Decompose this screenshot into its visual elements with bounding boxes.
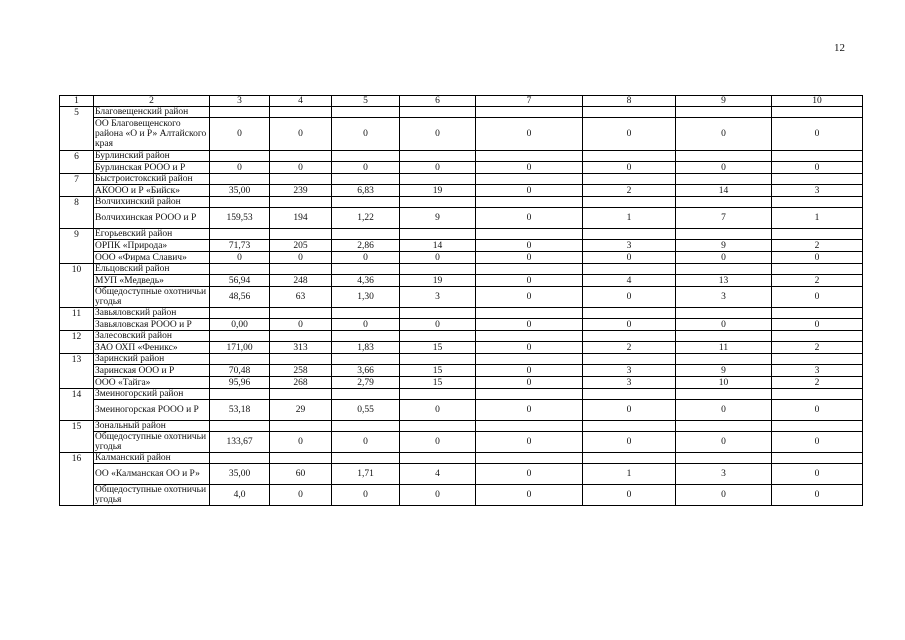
value-cell: 9	[676, 365, 772, 377]
value-cell: 0	[772, 485, 863, 506]
value-cell: 1,22	[332, 208, 400, 229]
organization-name: Общедоступные охотничьи угодья	[94, 287, 210, 308]
value-cell: 0	[400, 400, 476, 421]
organization-name: АКООО и Р «Бийск»	[94, 185, 210, 197]
value-cell: 0	[476, 287, 583, 308]
district-name: Завьяловский район	[94, 308, 210, 319]
value-cell: 0	[583, 319, 676, 331]
value-cell: 19	[400, 185, 476, 197]
value-cell: 258	[270, 365, 332, 377]
value-cell: 3	[400, 287, 476, 308]
value-cell: 0	[476, 319, 583, 331]
row-number: 10	[60, 264, 94, 308]
district-name: Ельцовский район	[94, 264, 210, 275]
value-cell: 0	[270, 162, 332, 174]
header-row	[60, 96, 863, 107]
district-row	[60, 453, 863, 464]
value-cell: 15	[400, 377, 476, 389]
column-header: 1	[60, 96, 94, 107]
district-name: Волчихинский район	[94, 197, 210, 208]
value-cell: 2	[583, 185, 676, 197]
value-cell: 0	[772, 319, 863, 331]
value-cell: 2	[772, 275, 863, 287]
value-cell: 159,53	[210, 208, 270, 229]
district-name: Залесовский район	[94, 331, 210, 342]
table-row	[60, 185, 863, 197]
column-header: 8	[583, 96, 676, 107]
value-cell: 15	[400, 342, 476, 354]
value-cell: 95,96	[210, 377, 270, 389]
value-cell: 0	[476, 275, 583, 287]
district-name: Заринский район	[94, 354, 210, 365]
value-cell: 0	[583, 485, 676, 506]
value-cell: 0	[676, 400, 772, 421]
table-row	[60, 400, 863, 421]
value-cell: 2	[772, 377, 863, 389]
value-cell: 0	[772, 162, 863, 174]
value-cell: 0,00	[210, 319, 270, 331]
organization-name: Завьяловская РООО и Р	[94, 319, 210, 331]
organization-name: Волчихинская РООО и Р	[94, 208, 210, 229]
value-cell: 4	[400, 464, 476, 485]
district-row	[60, 308, 863, 319]
row-number: 6	[60, 151, 94, 174]
value-cell: 205	[270, 240, 332, 252]
value-cell: 70,48	[210, 365, 270, 377]
table-row	[60, 485, 863, 506]
value-cell: 3,66	[332, 365, 400, 377]
value-cell: 0	[210, 252, 270, 264]
organization-name: ОРПК «Природа»	[94, 240, 210, 252]
table-row	[60, 240, 863, 252]
organization-name: МУП «Медведь»	[94, 275, 210, 287]
value-cell: 7	[676, 208, 772, 229]
column-header: 3	[210, 96, 270, 107]
district-name: Егорьевский район	[94, 229, 210, 240]
value-cell: 0	[476, 185, 583, 197]
row-number: 8	[60, 197, 94, 229]
value-cell: 2	[583, 342, 676, 354]
table-row	[60, 319, 863, 331]
row-number: 14	[60, 389, 94, 421]
column-header: 9	[676, 96, 772, 107]
value-cell: 4	[583, 275, 676, 287]
organization-name: ООО «Фирма Славич»	[94, 252, 210, 264]
value-cell: 0	[583, 400, 676, 421]
value-cell: 0	[772, 287, 863, 308]
district-row	[60, 264, 863, 275]
value-cell: 53,18	[210, 400, 270, 421]
value-cell: 60	[270, 464, 332, 485]
row-number: 5	[60, 107, 94, 151]
value-cell: 48,56	[210, 287, 270, 308]
organization-name: ОО Благовещенского района «О и Р» Алтайского края	[94, 118, 210, 151]
value-cell: 1	[583, 208, 676, 229]
value-cell: 1,71	[332, 464, 400, 485]
value-cell: 0	[676, 162, 772, 174]
value-cell: 268	[270, 377, 332, 389]
organization-name: Змеиногорская РООО и Р	[94, 400, 210, 421]
district-name: Калманский район	[94, 453, 210, 464]
value-cell: 0	[400, 485, 476, 506]
value-cell: 35,00	[210, 185, 270, 197]
district-row	[60, 229, 863, 240]
value-cell: 11	[676, 342, 772, 354]
value-cell: 0	[400, 319, 476, 331]
district-name: Зональный район	[94, 421, 210, 432]
table-row	[60, 208, 863, 229]
district-row	[60, 151, 863, 162]
value-cell: 1	[772, 208, 863, 229]
value-cell: 0	[332, 485, 400, 506]
value-cell: 0	[400, 162, 476, 174]
value-cell: 3	[583, 240, 676, 252]
row-number: 7	[60, 174, 94, 197]
organization-name: Общедоступные охотничьи угодья	[94, 485, 210, 506]
value-cell: 15	[400, 365, 476, 377]
value-cell: 1,30	[332, 287, 400, 308]
district-row	[60, 421, 863, 432]
column-header: 4	[270, 96, 332, 107]
value-cell: 13	[676, 275, 772, 287]
value-cell: 0	[676, 319, 772, 331]
column-header: 7	[476, 96, 583, 107]
value-cell: 0	[270, 485, 332, 506]
table-row	[60, 162, 863, 174]
row-number: 12	[60, 331, 94, 354]
value-cell: 3	[583, 365, 676, 377]
value-cell: 0	[332, 252, 400, 264]
table-row	[60, 287, 863, 308]
organization-name: Бурлинская РООО и Р	[94, 162, 210, 174]
value-cell: 56,94	[210, 275, 270, 287]
value-cell: 0	[476, 118, 583, 151]
value-cell: 0	[583, 287, 676, 308]
table-row	[60, 464, 863, 485]
row-number: 11	[60, 308, 94, 331]
value-cell: 3	[772, 185, 863, 197]
district-row	[60, 354, 863, 365]
page-number: 12	[834, 42, 845, 54]
value-cell: 0	[476, 208, 583, 229]
value-cell: 0	[583, 162, 676, 174]
district-row	[60, 389, 863, 400]
value-cell: 0	[476, 342, 583, 354]
value-cell: 0	[210, 118, 270, 151]
value-cell: 0,55	[332, 400, 400, 421]
table-row	[60, 342, 863, 354]
value-cell: 0	[772, 464, 863, 485]
table-row	[60, 118, 863, 151]
value-cell: 313	[270, 342, 332, 354]
value-cell: 0	[332, 162, 400, 174]
value-cell: 0	[400, 432, 476, 453]
value-cell: 0	[476, 485, 583, 506]
value-cell: 133,67	[210, 432, 270, 453]
column-header: 6	[400, 96, 476, 107]
value-cell: 0	[583, 118, 676, 151]
district-row	[60, 174, 863, 185]
district-name: Быстроистокский район	[94, 174, 210, 185]
row-number: 9	[60, 229, 94, 264]
value-cell: 0	[476, 400, 583, 421]
value-cell: 9	[676, 240, 772, 252]
data-table	[59, 95, 863, 506]
value-cell: 4,0	[210, 485, 270, 506]
value-cell: 0	[476, 377, 583, 389]
district-name: Змеиногорский район	[94, 389, 210, 400]
value-cell: 0	[332, 118, 400, 151]
row-number: 13	[60, 354, 94, 389]
table-row	[60, 365, 863, 377]
value-cell: 0	[476, 365, 583, 377]
value-cell: 19	[400, 275, 476, 287]
value-cell: 0	[772, 400, 863, 421]
value-cell: 1,83	[332, 342, 400, 354]
value-cell: 3	[676, 287, 772, 308]
row-number: 15	[60, 421, 94, 453]
value-cell: 0	[476, 252, 583, 264]
value-cell: 171,00	[210, 342, 270, 354]
value-cell: 0	[476, 162, 583, 174]
value-cell: 2,79	[332, 377, 400, 389]
value-cell: 0	[772, 252, 863, 264]
table-row	[60, 432, 863, 453]
value-cell: 0	[676, 432, 772, 453]
value-cell: 239	[270, 185, 332, 197]
value-cell: 0	[210, 162, 270, 174]
district-name: Бурлинский район	[94, 151, 210, 162]
value-cell: 2	[772, 240, 863, 252]
value-cell: 6,83	[332, 185, 400, 197]
value-cell: 0	[583, 252, 676, 264]
value-cell: 1	[583, 464, 676, 485]
district-row	[60, 197, 863, 208]
value-cell: 0	[676, 118, 772, 151]
organization-name: ЗАО ОХП «Феникс»	[94, 342, 210, 354]
value-cell: 71,73	[210, 240, 270, 252]
value-cell: 0	[400, 252, 476, 264]
value-cell: 9	[400, 208, 476, 229]
value-cell: 10	[676, 377, 772, 389]
organization-name: ОО «Калманская ОО и Р»	[94, 464, 210, 485]
district-row	[60, 107, 863, 118]
value-cell: 63	[270, 287, 332, 308]
value-cell: 248	[270, 275, 332, 287]
value-cell: 0	[332, 432, 400, 453]
value-cell: 29	[270, 400, 332, 421]
value-cell: 2	[772, 342, 863, 354]
value-cell: 0	[332, 319, 400, 331]
value-cell: 0	[476, 432, 583, 453]
value-cell: 4,36	[332, 275, 400, 287]
district-name: Благовещенский район	[94, 107, 210, 118]
value-cell: 14	[400, 240, 476, 252]
value-cell: 0	[676, 485, 772, 506]
value-cell: 0	[270, 118, 332, 151]
value-cell: 0	[270, 252, 332, 264]
district-row	[60, 331, 863, 342]
value-cell: 0	[400, 118, 476, 151]
organization-name: ООО «Тайга»	[94, 377, 210, 389]
organization-name: Общедоступные охотничьи угодья	[94, 432, 210, 453]
row-number: 16	[60, 453, 94, 506]
value-cell: 0	[270, 432, 332, 453]
value-cell: 14	[676, 185, 772, 197]
table-row	[60, 377, 863, 389]
table-row	[60, 275, 863, 287]
table-body	[60, 96, 863, 506]
value-cell: 0	[676, 252, 772, 264]
value-cell: 35,00	[210, 464, 270, 485]
column-header: 2	[94, 96, 210, 107]
value-cell: 0	[270, 319, 332, 331]
organization-name: Заринская ООО и Р	[94, 365, 210, 377]
table-row	[60, 252, 863, 264]
value-cell: 0	[476, 240, 583, 252]
value-cell: 0	[772, 118, 863, 151]
value-cell: 0	[583, 432, 676, 453]
value-cell: 0	[772, 432, 863, 453]
value-cell: 3	[772, 365, 863, 377]
column-header: 5	[332, 96, 400, 107]
column-header: 10	[772, 96, 863, 107]
value-cell: 194	[270, 208, 332, 229]
value-cell: 2,86	[332, 240, 400, 252]
value-cell: 3	[676, 464, 772, 485]
value-cell: 3	[583, 377, 676, 389]
value-cell: 0	[476, 464, 583, 485]
